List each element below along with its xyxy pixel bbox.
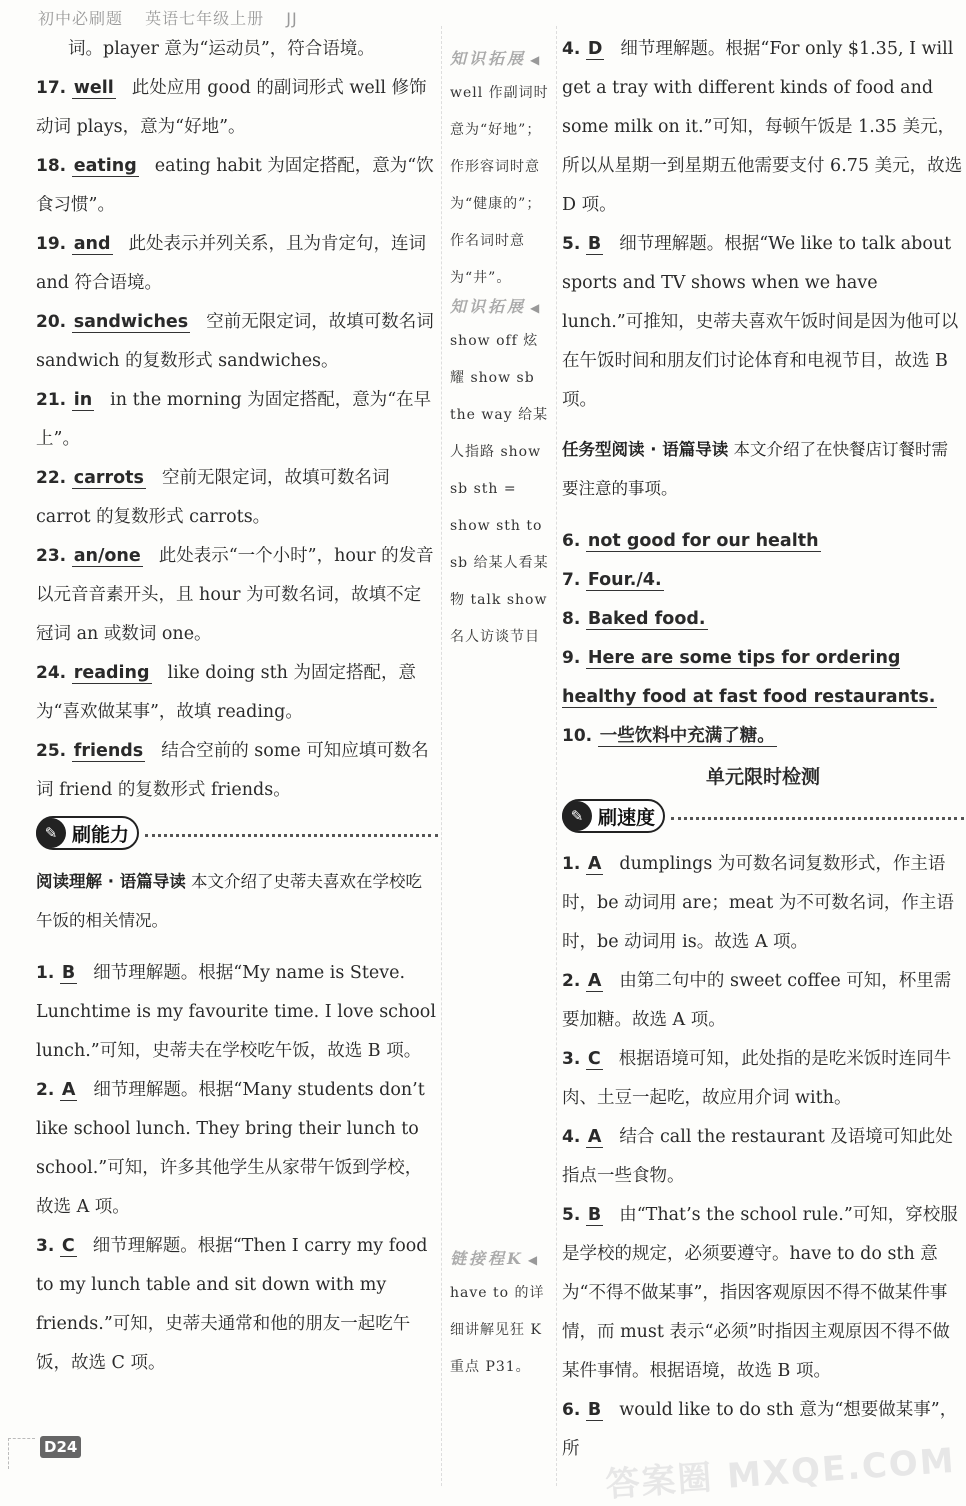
item-number: 3. [562, 1049, 581, 1069]
running-header [38, 6, 314, 29]
item-number: 17. [36, 78, 67, 98]
answer-item [36, 225, 438, 303]
answer-item [562, 845, 964, 962]
answer-item [562, 962, 964, 1040]
item-number: 4. [562, 39, 581, 59]
explanation-text: 细节理解题。根据“Many students don’t like school lunch. They bring their lunch to school.”可知，许多其他学生从家带午饭到学校，故选 A 项。 [36, 1080, 425, 1217]
continued-text: 词。player 意为“运动员”，符合语境。 [68, 39, 375, 59]
corner-mark [8, 1438, 35, 1469]
explanation-text: 细节理解题。根据“We like to talk about sports and TV shows when we have lunch.”可推知，史蒂夫喜欢午饭时间是因为他可以在午饭时间和朋友们讨论体育和电视节目，故选 B 项。 [562, 234, 959, 410]
item-number: 21. [36, 390, 67, 410]
answer-key: Baked food. [587, 609, 706, 629]
explanation-text: 由第二句中的 sweet coffee 可知，杯里需要加糖。故选 A 项。 [562, 971, 952, 1030]
answer-item [36, 537, 438, 654]
answer-item [562, 639, 964, 717]
answer-item [562, 1040, 964, 1118]
item-number: 25. [36, 741, 67, 761]
answer-item [562, 30, 964, 225]
item-number: 10. [562, 726, 593, 746]
side-note-heading [450, 1246, 553, 1269]
answer-key: B [587, 1205, 602, 1225]
answer-item [562, 717, 964, 756]
explanation-text: 由“That’s the school rule.”可知，穿校服是学校的规定，必须要遵守。have to do sth 意为“不得不做某事”，指因客观原因不得不做某件事情，而 must 表示“必须”时指因主观原因不得不做某件事情。根据语境，故选 B 项。 [562, 1205, 958, 1381]
answer-key: A [587, 971, 602, 991]
item-number: 20. [36, 312, 67, 332]
explanation-text: eating habit 为固定搭配，意为“饮食习惯”。 [36, 156, 434, 215]
item-number: 7. [562, 570, 581, 590]
answer-list [562, 845, 964, 1469]
side-note-text: well 作副词时意为“好地”；作形容词时意为“健康的”；作名词时意为“井”。 [450, 85, 549, 286]
item-number: 2. [562, 971, 581, 991]
answer-key: Four./4. [587, 570, 662, 590]
answer-key: in [73, 390, 93, 410]
answer-item [36, 303, 438, 381]
answer-key: A [61, 1080, 76, 1100]
answer-item [36, 147, 438, 225]
explanation-text: 空前无限定词，故填可数名词 sandwich 的复数形式 sandwiches。 [36, 312, 434, 371]
side-note [450, 288, 553, 656]
answer-key: B [587, 234, 602, 254]
side-note-heading [450, 46, 553, 69]
item-number: 9. [562, 648, 581, 668]
item-number: 22. [36, 468, 67, 488]
pencil-icon: ✎ [36, 818, 66, 848]
answer-item [36, 381, 438, 459]
answer-list [36, 954, 438, 1383]
answer-item [36, 69, 438, 147]
item-number: 2. [36, 1080, 55, 1100]
side-note [450, 1240, 553, 1386]
answer-key: B [587, 1400, 602, 1420]
side-note-text: show off 炫耀 show sb the way 给某人指路 show sb sth = show sth to sb 给某人看某物 talk show 名人访谈节目 [450, 333, 549, 645]
item-number: 23. [36, 546, 67, 566]
answer-key: D [587, 39, 603, 59]
answer-item [36, 1071, 438, 1227]
guide-text: 本文介绍了在快餐店订餐时需要注意的事项。 [562, 440, 949, 498]
header-book: 初中必刷题 [38, 9, 124, 28]
item-number: 6. [562, 1400, 581, 1420]
section-banner [562, 797, 964, 835]
answer-item [562, 1196, 964, 1391]
answer-list [562, 30, 964, 420]
explanation-text: 根据语境可知，此处指的是吃米饭时连同牛肉、土豆一起吃，故应用介词 with。 [562, 1049, 952, 1108]
item-number: 24. [36, 663, 67, 683]
pencil-icon: ✎ [562, 801, 592, 831]
answer-key: carrots [73, 468, 144, 488]
arrow-left-icon: ◀ [527, 1253, 541, 1267]
explanation-text: like doing sth 为固定搭配，意为“喜欢做某事”，故填 reading。 [36, 663, 416, 722]
answer-item [36, 459, 438, 537]
explanation-text: 细节理解题。根据“Then I carry my food to my lunch table and sit down with my friends.”可知，史蒂夫通常和他的朋友一起吃午饭，故选 C 项。 [36, 1236, 428, 1373]
answer-key: friends [73, 741, 144, 761]
dotted-rule [671, 817, 964, 820]
side-note [450, 40, 553, 297]
item-number: 8. [562, 609, 581, 629]
answer-key: well [73, 78, 114, 98]
explanation-text: 结合空前的 some 可知应填可数名词 friend 的复数形式 friends。 [36, 741, 429, 800]
item-number: 3. [36, 1236, 55, 1256]
column-divider [441, 26, 442, 1486]
explanation-text: 细节理解题。根据“For only $1.35, I will get a tray with different kinds of food and some milk on it.”可知，每顿午饭是 1.35 美元，所以从星期一到星期五他需要支付 6.75 美元，故选 D 项。 [562, 39, 963, 215]
explanation-text: 细节理解题。根据“My name is Steve. Lunchtime is my favourite time. I love school lunch.”可知，史蒂夫在学校吃午饭，故选 B 项。 [36, 963, 436, 1061]
answer-key: B [61, 963, 76, 983]
answer-key: an/one [73, 546, 141, 566]
answer-item [36, 954, 438, 1071]
right-column [562, 30, 964, 1469]
explanation-text: 此处表示并列关系，且为肯定句，连词 and 符合语境。 [36, 234, 426, 293]
item-number: 6. [562, 531, 581, 551]
explanation-text: dumplings 为可数名词复数形式，作主语时，be 动词用 are；meat 为不可数名词，作主语时，be 动词用 is。故选 A 项。 [562, 854, 954, 952]
dotted-rule [145, 834, 438, 837]
explanation-text: in the morning 为固定搭配，意为“在早上”。 [36, 390, 432, 449]
item-number: 4. [562, 1127, 581, 1147]
guide-text: 本文介绍了史蒂夫喜欢在学校吃午饭的相关情况。 [36, 872, 423, 930]
answer-list [562, 522, 964, 756]
answer-key: reading [73, 663, 150, 683]
watermark: 答案圈 MXQE.COM [604, 1440, 958, 1506]
answer-key: 一些饮料中充满了糖。 [599, 726, 775, 746]
header-subject: 英语七年级上册 [145, 9, 265, 28]
answer-item [562, 522, 964, 561]
answer-item [36, 732, 438, 810]
explanation-text: 结合 call the restaurant 及语境可知此处指点一些食物。 [562, 1127, 953, 1186]
page-number: D24 [40, 1436, 81, 1458]
side-note-title: 知识拓展 [450, 297, 527, 316]
item-number: 19. [36, 234, 67, 254]
answer-list [36, 69, 438, 810]
section-title: 单元限时检测 [705, 766, 820, 788]
answer-item [562, 225, 964, 420]
side-note-text: have to 的详细讲解见狂 K 重点 P31。 [450, 1285, 545, 1375]
banner-pill [562, 799, 665, 833]
guide-label: 任务型阅读 · 语篇导读 [562, 440, 729, 459]
column-divider [556, 26, 557, 1486]
item-number: 5. [562, 1205, 581, 1225]
answer-key: not good for our health [587, 531, 819, 551]
reading-guide [562, 430, 964, 508]
item-number: 1. [562, 854, 581, 874]
banner-label: 刷速度 [598, 806, 656, 829]
answer-item [562, 1118, 964, 1196]
explanation-text: would like to do sth 意为“想要做某事”，所 [562, 1400, 958, 1459]
arrow-left-icon: ◀ [530, 53, 543, 67]
answer-key: Here are some tips for ordering healthy food at fast food restaurants. [562, 648, 936, 707]
explanation-text: 此处表示“一个小时”，hour 的发音以元音音素开头，且 hour 为可数名词，故填不定冠词 an 或数词 one。 [36, 546, 434, 644]
answer-key: sandwiches [73, 312, 189, 332]
section-banner [36, 814, 438, 852]
answer-key: A [587, 1127, 602, 1147]
answer-item [36, 1227, 438, 1383]
banner-pill [36, 816, 139, 850]
explanation-text: 此处应用 good 的副词形式 well 修饰动词 plays，意为“好地”。 [36, 78, 427, 137]
banner-label: 刷能力 [72, 823, 130, 846]
arrow-left-icon: ◀ [530, 301, 543, 315]
left-column [36, 30, 438, 1383]
answer-key: eating [73, 156, 137, 176]
item-number: 5. [562, 234, 581, 254]
answer-key: A [587, 854, 602, 874]
guide-label: 阅读理解 · 语篇导读 [36, 872, 186, 891]
explanation-text: 空前无限定词，故填可数名词 carrot 的复数形式 carrots。 [36, 468, 390, 527]
header-edition: JJ [286, 9, 298, 28]
answer-key: C [61, 1236, 75, 1256]
reading-guide [36, 862, 438, 940]
side-note-title: 知识拓展 [450, 49, 527, 68]
answer-key: and [73, 234, 111, 254]
item-number: 18. [36, 156, 67, 176]
answer-item [562, 561, 964, 600]
side-note-heading [450, 294, 553, 317]
item-number: 1. [36, 963, 55, 983]
side-note-title: 链接程K [450, 1249, 524, 1268]
answer-key: C [587, 1049, 601, 1069]
answer-item [562, 600, 964, 639]
answer-item [36, 654, 438, 732]
